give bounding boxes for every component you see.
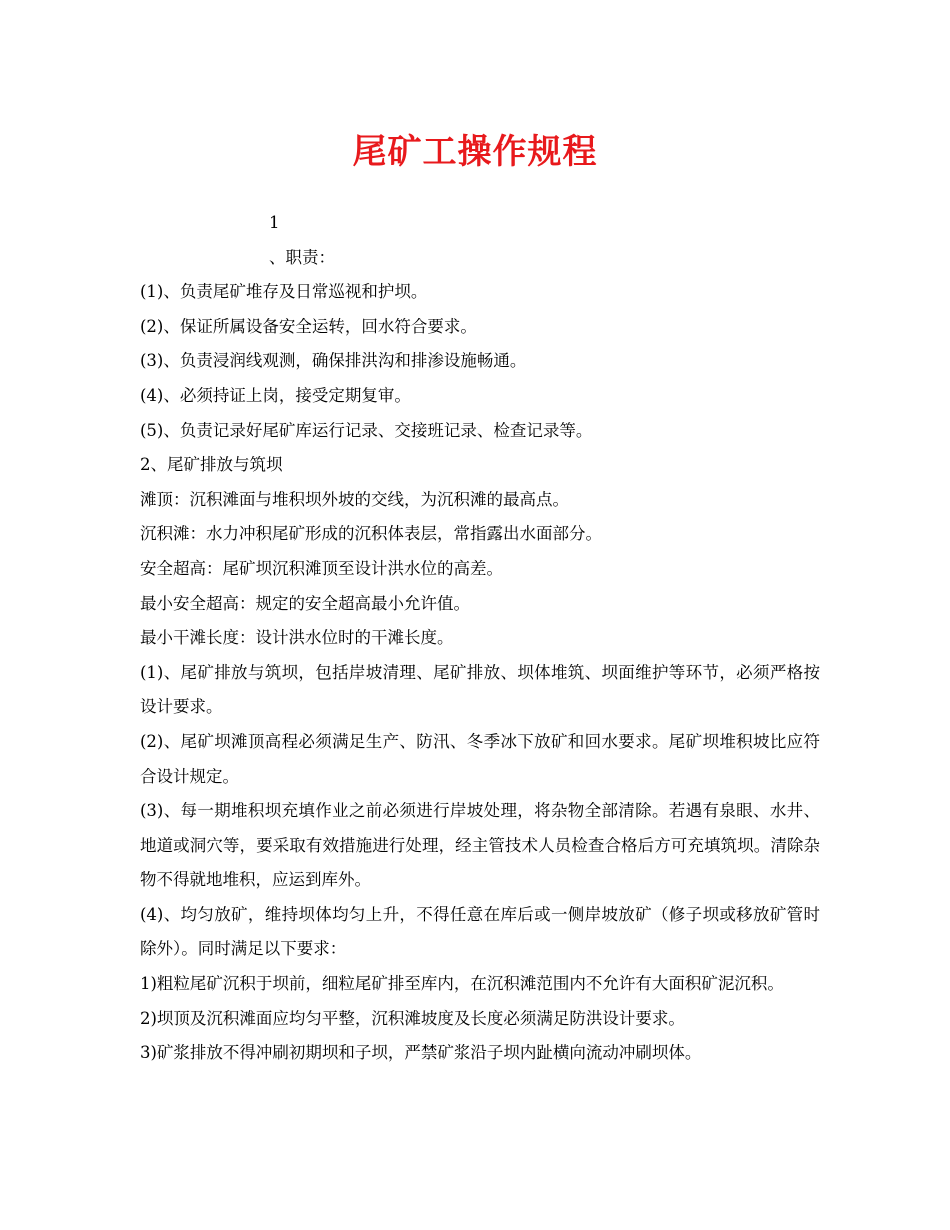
document-body xyxy=(140,206,820,1071)
paragraph: (3)、每一期堆积坝充填作业之前必须进行岸坡处理，将杂物全部清除。若遇有泉眼、水井、地道或洞穴等，要采取有效措施进行处理，经主管技术人员检查合格后方可充填筑坝。清除杂物不得就地堆积，应运到库外。 xyxy=(140,801,820,890)
definition: 安全超高：尾矿坝沉积滩顶至设计洪水位的高差。 xyxy=(140,558,503,578)
definition: 最小干滩长度：设计洪水位时的干滩长度。 xyxy=(140,628,454,648)
paragraph: (3)、负责浸润线观测，确保排洪沟和排渗设施畅通。 xyxy=(140,351,527,371)
paragraph: (2)、保证所属设备安全运转，回水符合要求。 xyxy=(140,316,477,336)
paragraph: (4)、必须持证上岗，接受定期复审。 xyxy=(140,385,411,405)
document-title: 尾矿工操作规程 xyxy=(352,132,598,172)
section-number: 1 xyxy=(269,213,280,232)
paragraph: (5)、负责记录好尾矿库运行记录、交接班记录、检查记录等。 xyxy=(140,420,593,440)
section-heading: 2、尾矿排放与筑坝 xyxy=(140,455,283,475)
list-item: 2)坝顶及沉积滩面应均匀平整，沉积滩坡度及长度必须满足防洪设计要求。 xyxy=(140,1008,685,1028)
paragraph: (2)、尾矿坝滩顶高程必须满足生产、防汛、冬季冰下放矿和回水要求。尾矿坝堆积坡比应符合设计规定。 xyxy=(140,731,820,786)
paragraph: (1)、负责尾矿堆存及日常巡视和护坝。 xyxy=(140,282,428,302)
paragraph: (4)、均匀放矿，维持坝体均匀上升，不得任意在库后或一侧岸坡放矿（修子坝或移放矿管时除外）。同时满足以下要求： xyxy=(140,904,820,959)
definition: 最小安全超高：规定的安全超高最小允许值。 xyxy=(140,593,470,613)
definition: 沉积滩：水力冲积尾矿形成的沉积体表层，常指露出水面部分。 xyxy=(140,524,602,544)
paragraph: (1)、尾矿排放与筑坝，包括岸坡清理、尾矿排放、坝体堆筑、坝面维护等环节，必须严格按设计要求。 xyxy=(140,662,820,717)
list-item: 1)粗粒尾矿沉积于坝前，细粒尾矿排至库内，在沉积滩范围内不允许有大面积矿泥沉积。 xyxy=(140,974,784,994)
section-heading: 、职责： xyxy=(269,247,335,267)
definition: 滩顶：沉积滩面与堆积坝外坡的交线，为沉积滩的最高点。 xyxy=(140,489,569,509)
list-item: 3)矿浆排放不得冲刷初期坝和子坝，严禁矿浆沿子坝内趾横向流动冲刷坝体。 xyxy=(140,1043,702,1063)
